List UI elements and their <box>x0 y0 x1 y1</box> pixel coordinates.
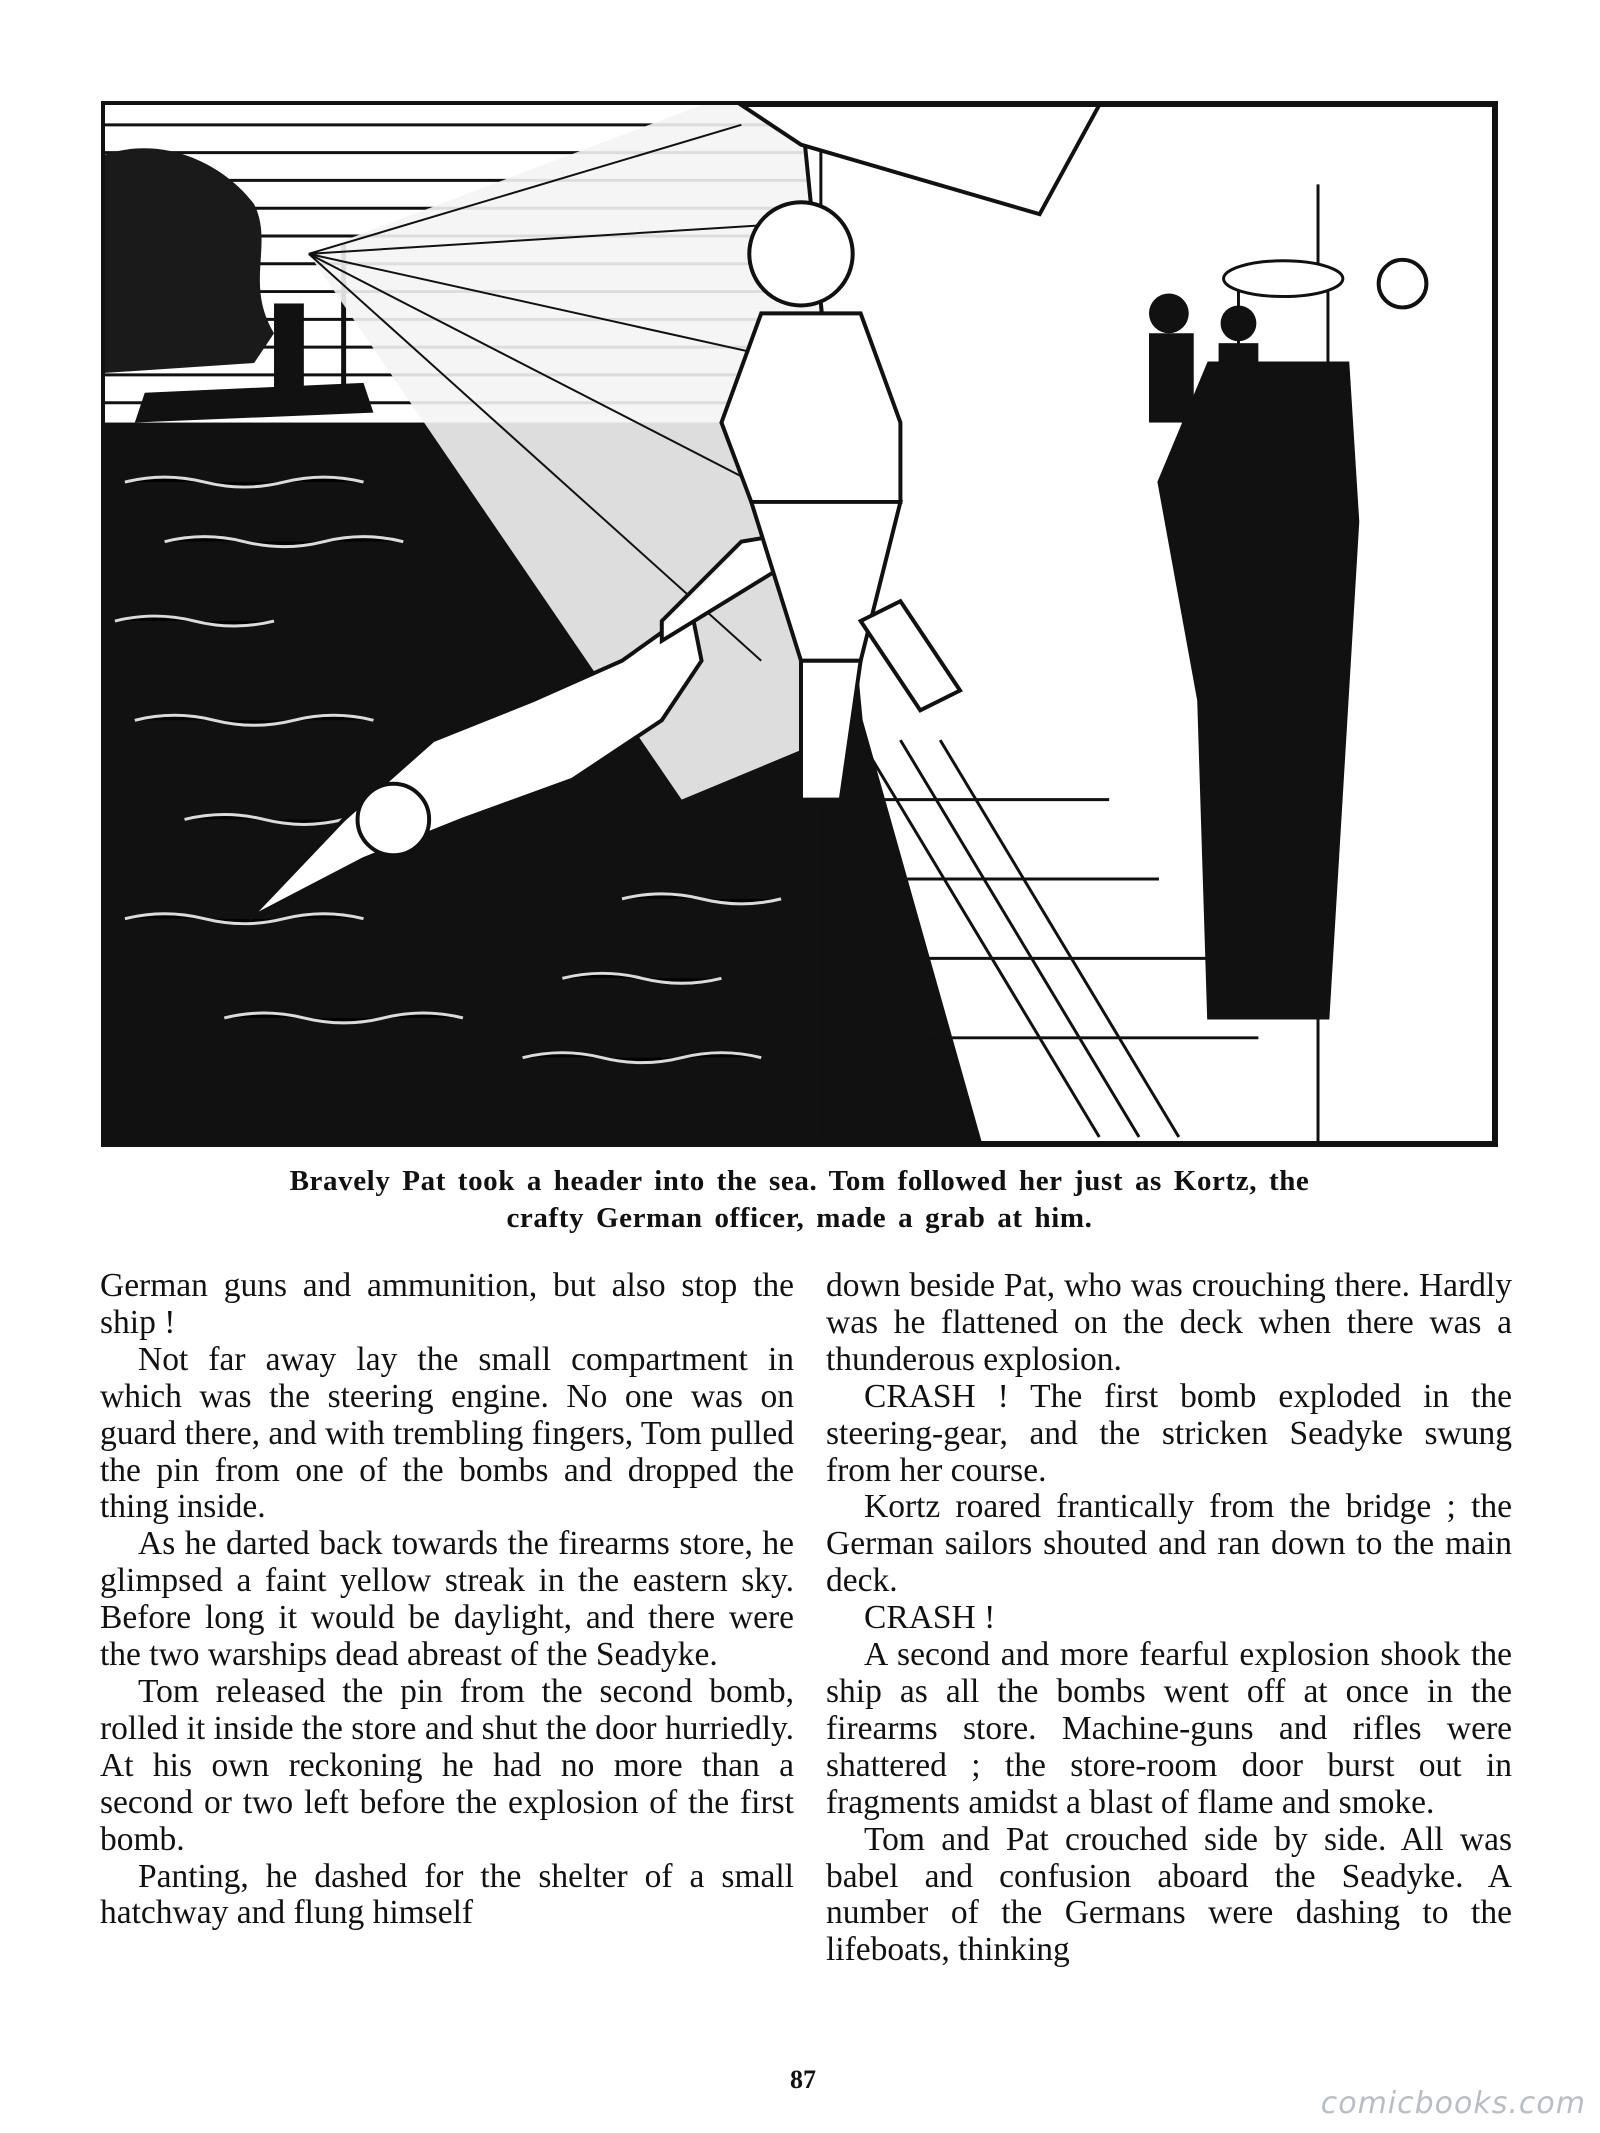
paragraph: CRASH ! <box>864 1599 996 1637</box>
site-watermark: comicbooks.com <box>1320 2086 1586 2121</box>
right-column <box>826 1268 1512 1969</box>
illustration-caption <box>101 1163 1498 1237</box>
paragraph: Kortz roared frantically from the bridge ; the German sailors shouted and ran down to the main deck. <box>826 1488 1512 1600</box>
caption-line-2: crafty German officer, made a grab at him. <box>506 1202 1093 1234</box>
page-number: 87 <box>790 2065 816 2094</box>
paragraph: down beside Pat, who was crouching there. Hardly was he flattened on the deck when there was a thunderous explosion. <box>826 1267 1512 1378</box>
paragraph: Not far away lay the small compartment in which was the steering engine. No one was on guard there, and with trembling fingers, Tom pulled the pin from one of the bombs and dropped the thing inside. <box>100 1340 794 1526</box>
caption-line-1: Bravely Pat took a header into the sea. Tom followed her just as Kortz, the <box>289 1165 1310 1197</box>
paragraph: CRASH ! The first bomb exploded in the steering-gear, and the stricken Seadyke swung from her course. <box>826 1377 1512 1489</box>
paragraph: As he darted back towards the firearms store, he glimpsed a faint yellow streak in the eastern sky. Before long it would be daylight, and there were the two warships dead abreast of the Seadyke. <box>100 1525 794 1674</box>
story-illustration <box>101 101 1498 1147</box>
paragraph: German guns and ammunition, but also stop the ship ! <box>100 1267 794 1341</box>
paragraph: A second and more fearful explosion shook the ship as all the bombs went off at once in the firearms store. Machine-guns and rifles were shattered ; the store-room door burst out in fragments amidst a blast of flame and smoke. <box>826 1636 1512 1821</box>
paragraph: Tom and Pat crouched side by side. All was babel and confusion aboard the Seadyke. A number of the Germans were dashing to the lifeboats, thinking <box>826 1820 1512 1969</box>
paragraph: Panting, he dashed for the shelter of a small hatchway and flung himself <box>100 1857 794 1932</box>
illustration-drawing <box>105 105 1494 1143</box>
paragraph: Tom released the pin from the second bomb, rolled it inside the store and shut the door hurriedly. At his own reckoning he had no more than a second or two left before the explosion of the first bomb. <box>100 1672 794 1858</box>
left-column <box>100 1268 794 1932</box>
